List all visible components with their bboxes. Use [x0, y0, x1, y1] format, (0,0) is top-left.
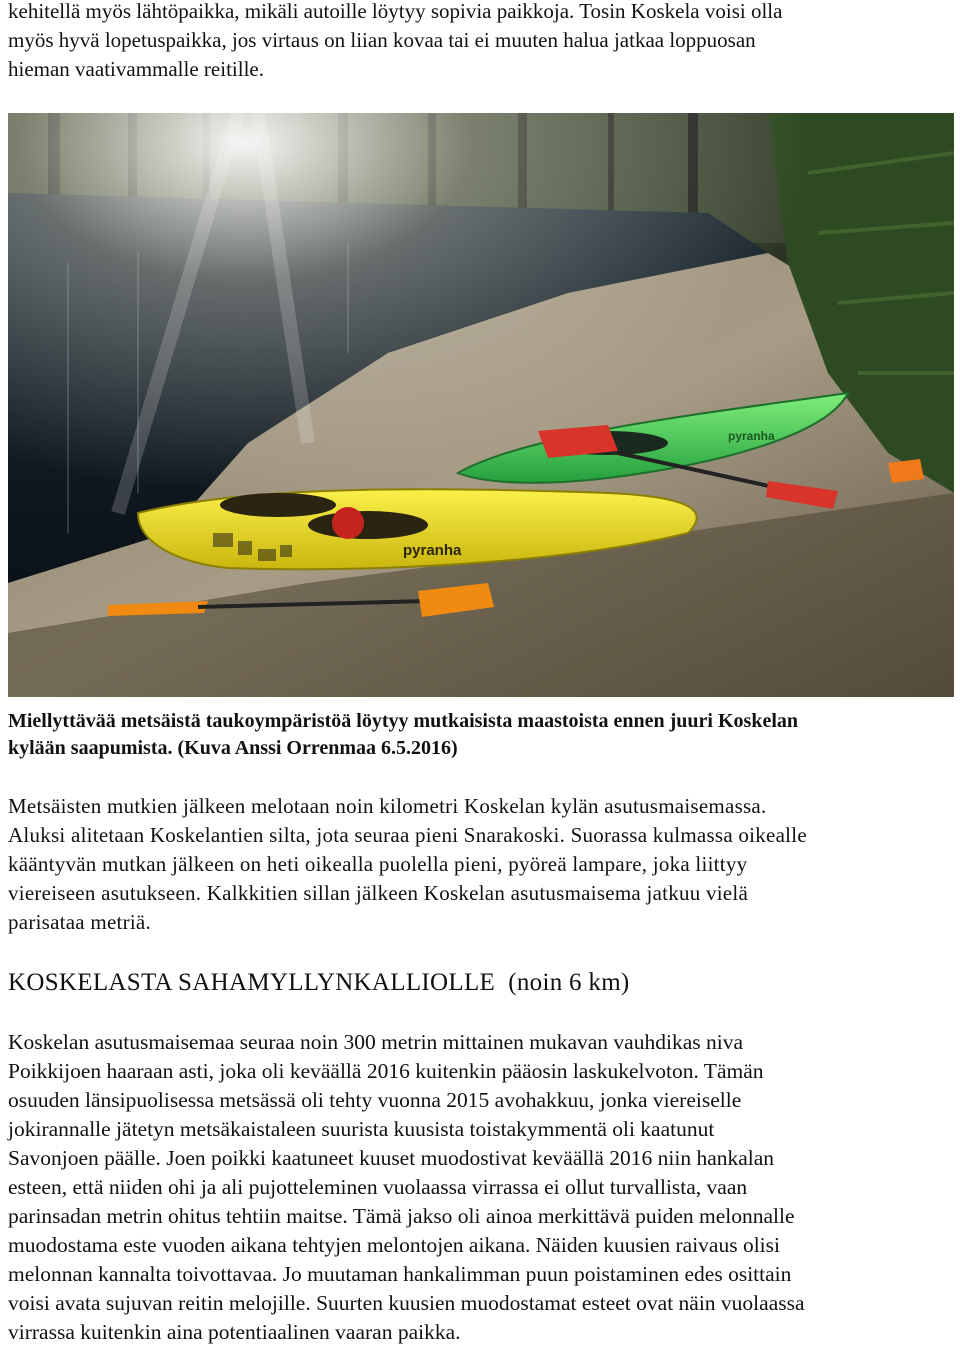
section-heading-distance: (noin 6 km): [508, 969, 630, 996]
para3-line: muodostama este vuoden aikana tehtyjen melontojen aikana. Näiden kuusien raivaus olisi: [8, 1233, 780, 1257]
green-kayak-brand: pyranha: [728, 429, 775, 443]
para3-line: Koskelan asutusmaisemaa seuraa noin 300 metrin mittainen mukavan vauhdikas niva: [8, 1030, 743, 1054]
para3-line: voisi avata sujuvan reitin melojille. Suurten kuusien muodostamat esteet ovat näin vuolaassa: [8, 1291, 805, 1315]
yellow-kayak-brand: pyranha: [403, 542, 462, 559]
para3-line: Poikkijoen haaraan asti, joka oli keväällä 2016 kuitenkin pääosin laskukelvoton. Tämän: [8, 1059, 764, 1083]
body-paragraph-2: [8, 792, 954, 937]
para3-line: esteen, että niiden ohi ja ali pujotteleminen vuolaassa virrassa ei ollut turvallista, vaan: [8, 1175, 748, 1199]
body-paragraph-3: [8, 1028, 954, 1347]
intro-line: kehitellä myös lähtöpaikka, mikäli autoille löytyy sopivia paikkoja. Tosin Koskela voisi olla: [8, 0, 783, 23]
para2-line: kääntyvän mutkan jälkeen on heti oikealla puolella pieni, pyöreä lampare, joka liittyy: [8, 852, 748, 876]
intro-line: hieman vaativammalle reitille.: [8, 57, 264, 81]
para2-line: parisataa metriä.: [8, 910, 152, 934]
intro-paragraph: [8, 0, 954, 84]
section-heading-title: KOSKELASTA SAHAMYLLYNKALLIOLLE: [8, 969, 496, 996]
section-heading: [8, 966, 630, 1000]
caption-line: Miellyttävää metsäistä taukoympäristöä löytyy mutkaisista maastoista ennen juuri Koskelan: [8, 710, 798, 732]
para3-line: virrassa kuitenkin aina potentiaalinen vaaran paikka.: [8, 1320, 461, 1344]
intro-line: myös hyvä lopetuspaikka, jos virtaus on liian kovaa tai ei muuten halua jatkaa loppuosan: [8, 28, 756, 52]
kayak-photo: [8, 113, 954, 697]
para3-line: osuuden länsipuolisessa metsässä oli tehty vuonna 2015 avohakkuu, jonka viereiselle: [8, 1088, 742, 1112]
para3-line: parinsadan metrin ohitus tehtiin maitse. Tämä jakso oli ainoa merkittävä puiden melonnalle: [8, 1204, 795, 1228]
caption-line: kylään saapumista. (Kuva Anssi Orrenmaa 6.5.2016): [8, 737, 458, 759]
para3-line: Savonjoen päälle. Joen poikki kaatuneet kuuset muodostivat keväällä 2016 niin hankalan: [8, 1146, 775, 1170]
para3-line: jokirannalle jätetyn metsäkaistaleen suurista kuusista toistakymmentä oli kaatunut: [8, 1117, 715, 1141]
para2-line: Aluksi alitetaan Koskelantien silta, jota seuraa pieni Snarakoski. Suorassa kulmassa oikealle: [8, 823, 807, 847]
para2-line: Metsäisten mutkien jälkeen melotaan noin kilometri Koskelan kylän asutusmaisemassa.: [8, 794, 767, 818]
photo-caption: [8, 708, 954, 762]
para3-line: melonnan kannalta toivottavaa. Jo muutaman hankalimman puun poistaminen edes osittain: [8, 1262, 792, 1286]
para2-line: viereiseen asutukseen. Kalkkitien sillan jälkeen Koskelan asutusmaisema jatkuu vielä: [8, 881, 749, 905]
